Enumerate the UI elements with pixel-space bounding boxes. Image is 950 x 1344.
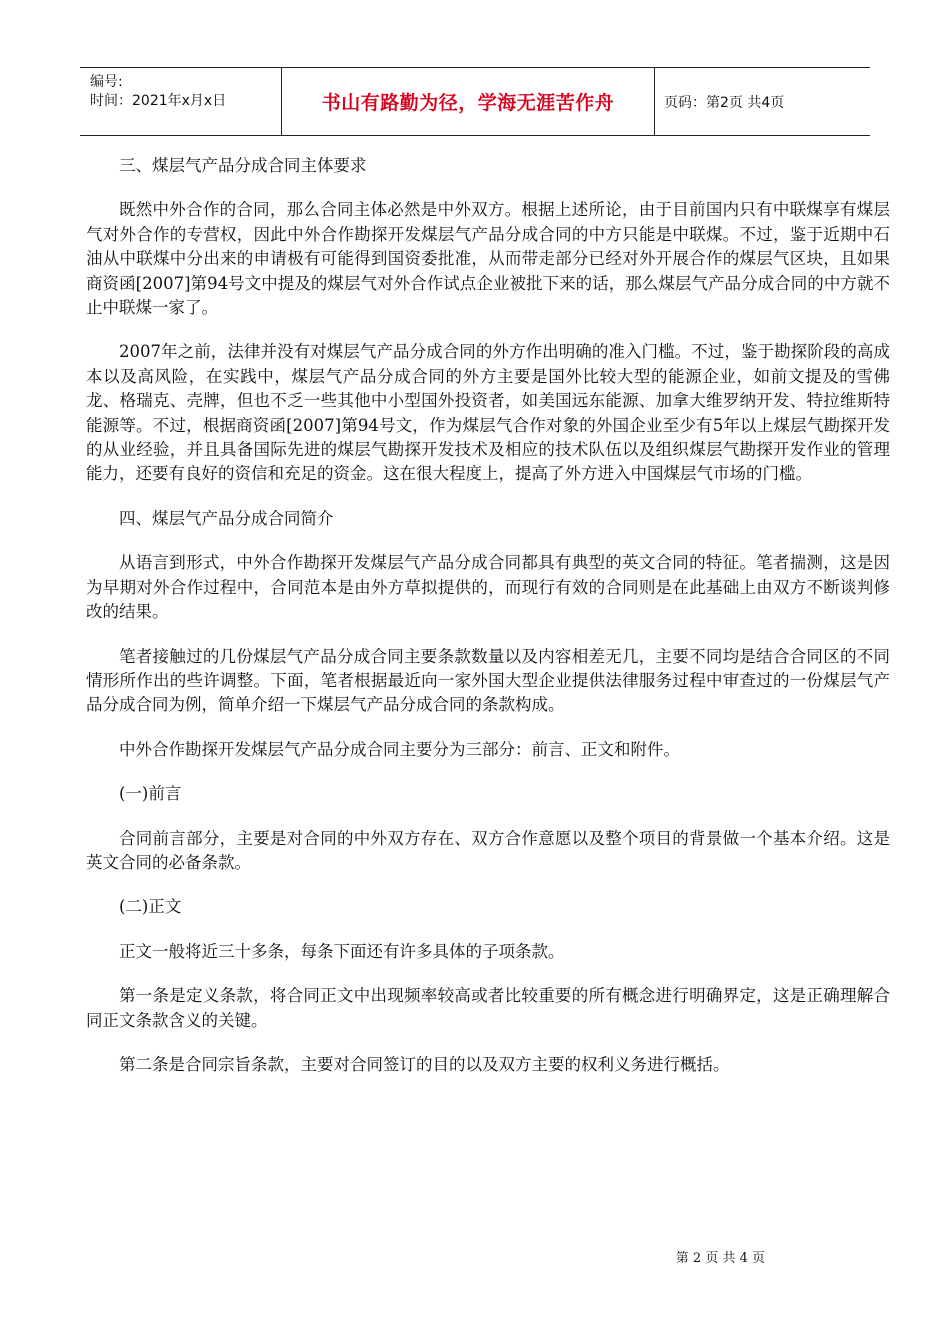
paragraph: 从语言到形式，中外合作勘探开发煤层气产品分成合同都具有典型的英文合同的特征。笔者揣测，这是因为早期对外合作过程中，合同范本是由外方草拟提供的，而现行有效的合同则是在此基础上由双方不断谈判修改的结果。 xyxy=(86,553,890,622)
page-code-text: 页码：第2页 共4页 xyxy=(664,94,785,111)
document-body xyxy=(86,154,890,1097)
paragraph: 2007年之前，法律并没有对煤层气产品分成合同的外方作出明确的准入门槛。不过，鉴于勘探阶段的高成本以及高风险，在实践中，煤层气产品分成合同的外方主要是国外比较大型的能源企业，如前文提及的雪佛龙、格瑞克、壳牌，但也不乏一些其他中小型国外投资者，如美国远东能源、加拿大维罗纳开发、特拉维斯特能源等。不过，根据商资函[2007]第94号文，作为煤层气合作对象的外国企业至少有5年以上煤层气勘探开发的从业经验，并且具备国际先进的煤层气勘探开发技术及相应的技术队伍以及组织煤层气勘探开发作业的管理能力，还要有良好的资信和充足的资金。这在很大程度上，提高了外方进入中国煤层气市场的门槛。 xyxy=(86,342,890,484)
page-code-cell xyxy=(655,68,870,135)
page-footer xyxy=(0,1247,950,1266)
header-meta-cell xyxy=(80,68,282,135)
section-heading-3: 三、煤层气产品分成合同主体要求 xyxy=(119,156,367,175)
paragraph: 合同前言部分，主要是对合同的中外双方存在、双方合作意愿以及整个项目的背景做一个基本介绍。这是英文合同的必备条款。 xyxy=(86,828,890,872)
paragraph: 正文一般将近三十多条，每条下面还有许多具体的子项条款。 xyxy=(119,941,565,961)
motto-cell xyxy=(282,68,655,135)
subsection-heading-preface: (一)前言 xyxy=(119,784,182,804)
paragraph: 笔者接触过的几份煤层气产品分成合同主要条款数量以及内容相差无几，主要不同均是结合合同区的不同情形所作出的些许调整。下面，笔者根据最近向一家外国大型企业提供法律服务过程中审查过的一份煤层气产品分成合同为例，简单介绍一下煤层气产品分成合同的条款构成。 xyxy=(86,646,890,715)
time-label: 时间：2021年x月x日 xyxy=(90,93,227,109)
paragraph: 中外合作勘探开发煤层气产品分成合同主要分为三部分：前言、正文和附件。 xyxy=(119,739,680,759)
subsection-heading-body: (二)正文 xyxy=(119,897,182,917)
section-heading-4: 四、煤层气产品分成合同简介 xyxy=(119,508,334,528)
paragraph: 既然中外合作的合同，那么合同主体必然是中外双方。根据上述所论，由于目前国内只有中联煤享有煤层气对外合作的专营权，因此中外合作勘探开发煤层气产品分成合同的中方只能是中联煤。不过，鉴于近期中石油从中联煤中分出来的申请极有可能得到国资委批准，从而带走部分已经对外开展合作的煤层气区块，且如果商资函[2007]第94号文中提及的煤层气对外合作试点企业被批下来的话，那么煤层气产品分成合同的中方就不止中联煤一家了。 xyxy=(86,200,890,318)
number-label: 编号: xyxy=(90,74,123,90)
footer-page-number: 第 2 页 共 4 页 xyxy=(675,1251,765,1266)
motto-text: 书山有路勤为径，学海无涯苦作舟 xyxy=(321,92,615,114)
document-header xyxy=(80,67,870,136)
paragraph: 第一条是定义条款，将合同正文中出现频率较高或者比较重要的所有概念进行明确界定，这是正确理解合同正文条款含义的关键。 xyxy=(86,986,890,1030)
paragraph: 第二条是合同宗旨条款，主要对合同签订的目的以及双方主要的权利义务进行概括。 xyxy=(119,1054,730,1074)
